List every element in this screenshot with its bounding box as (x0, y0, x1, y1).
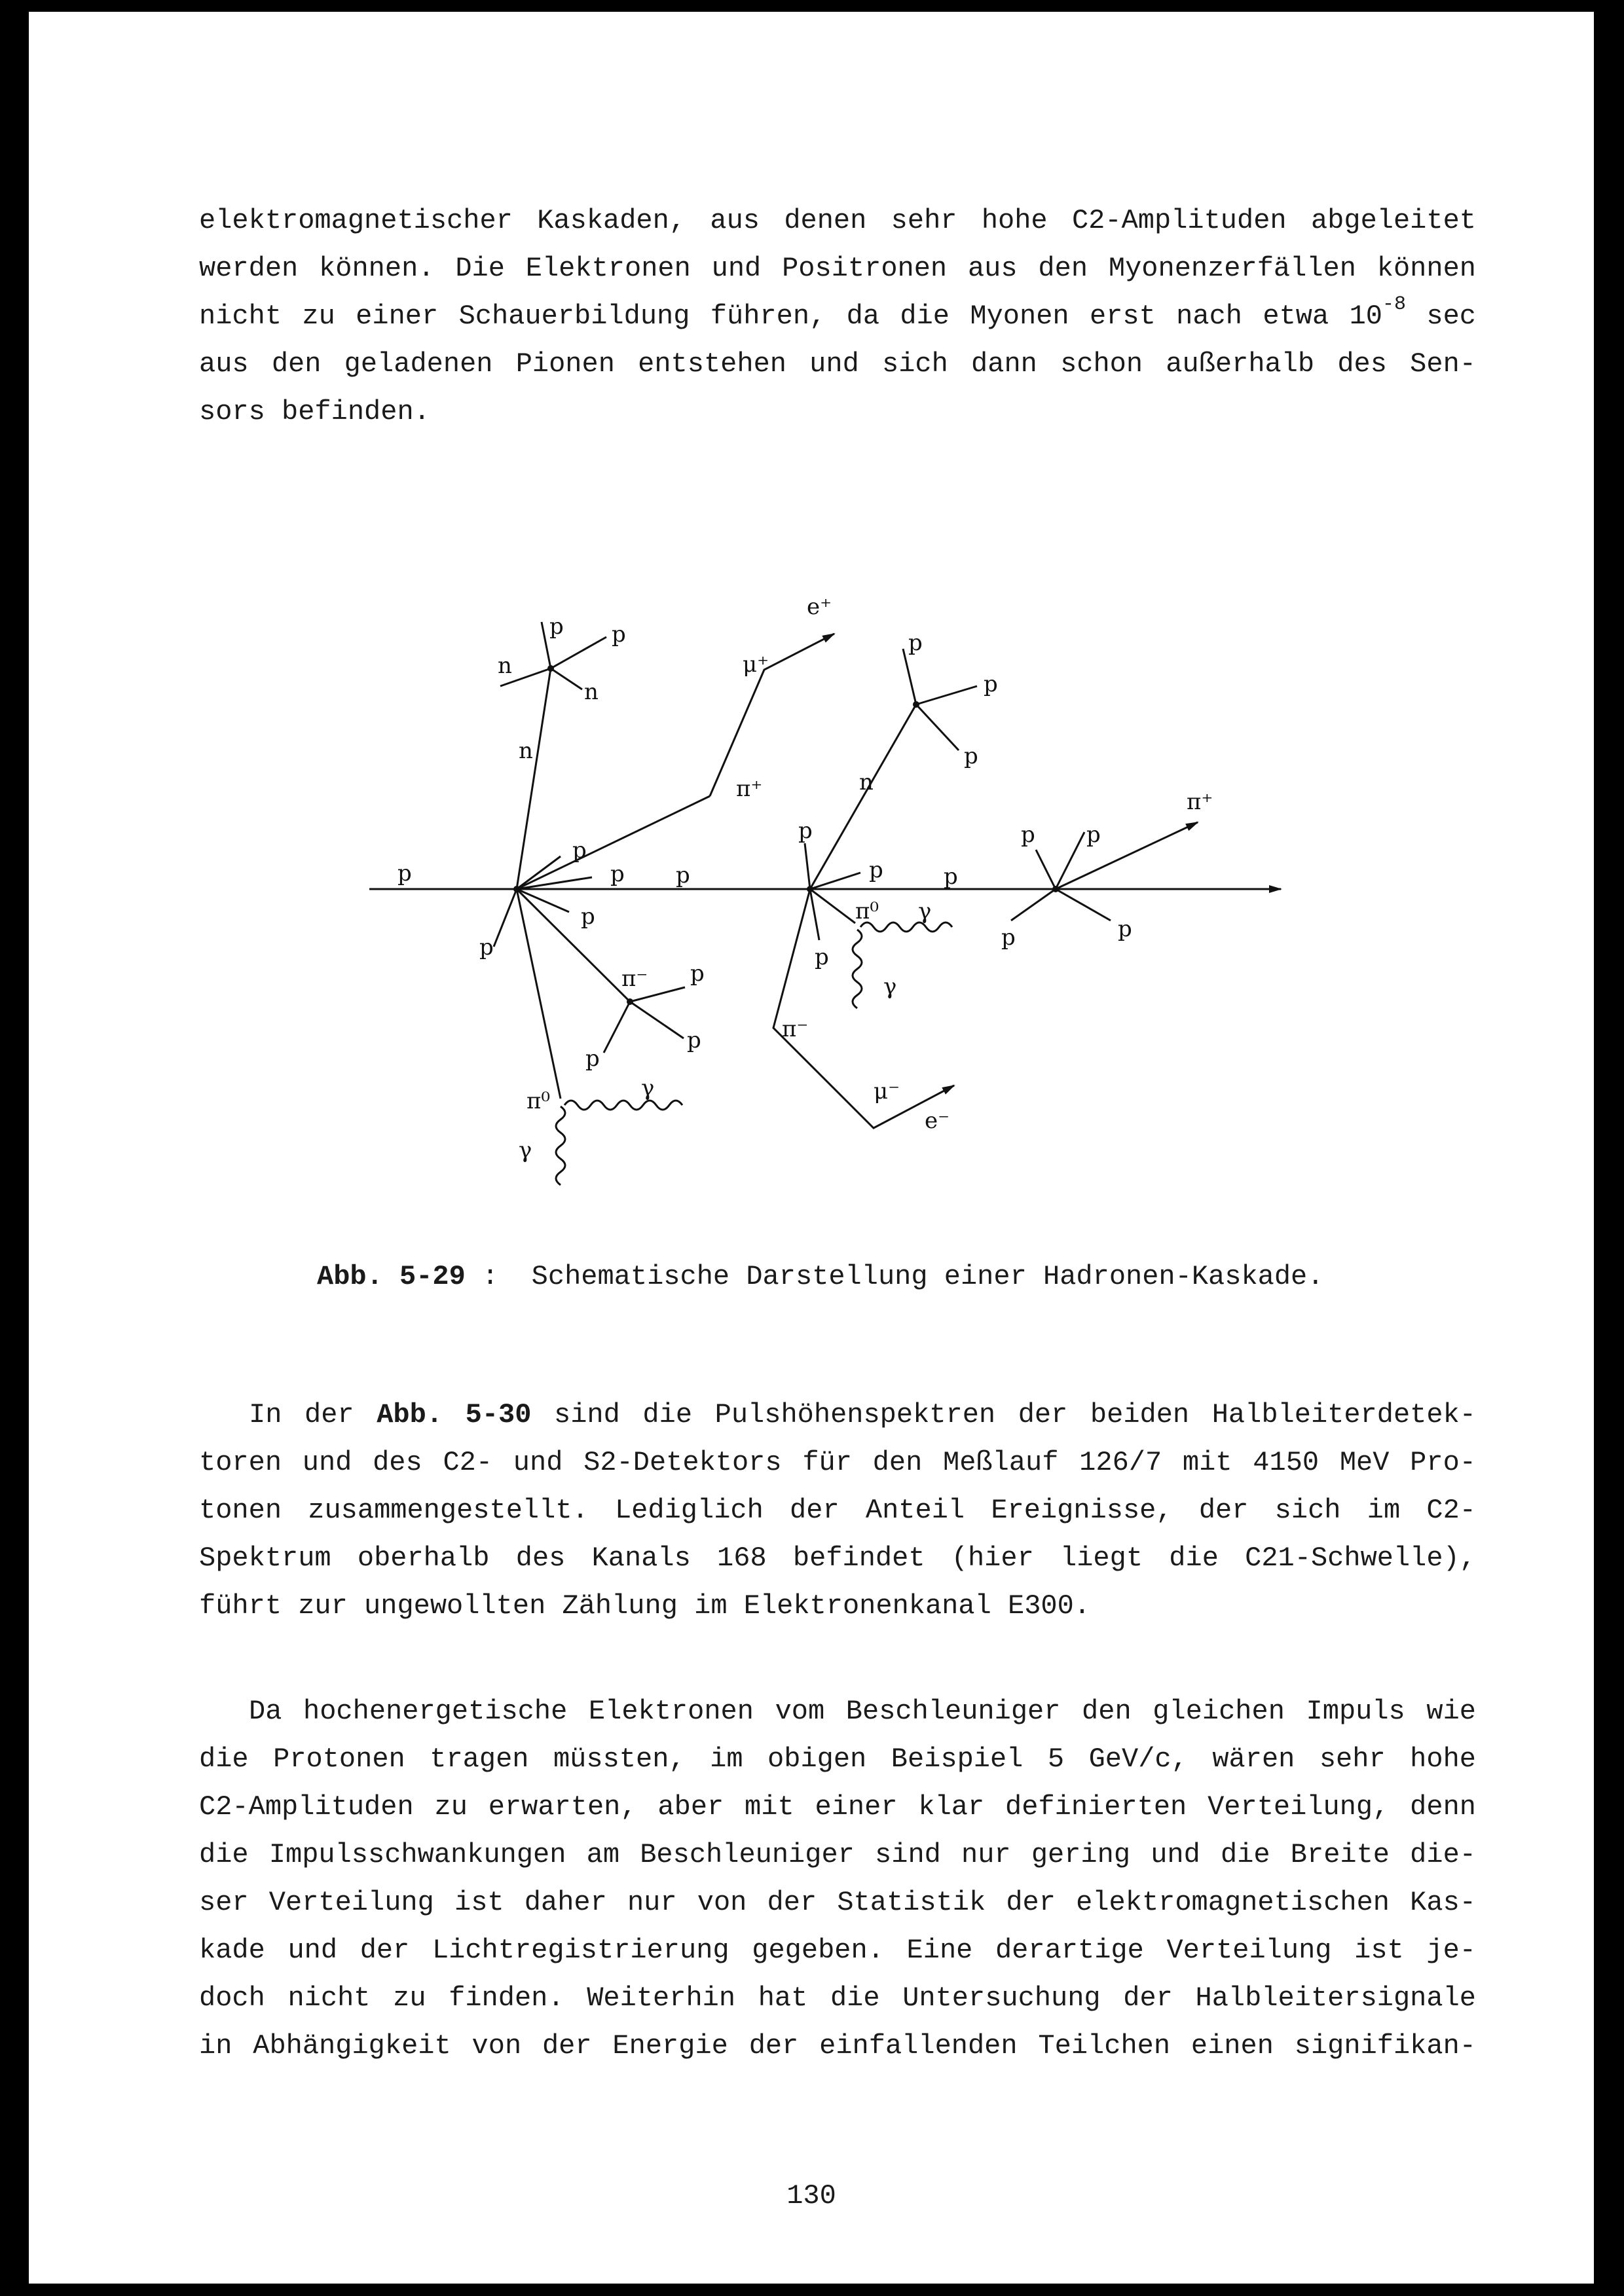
track-pi-mu-e (773, 889, 954, 1128)
text-line: in Abhängigkeit von der Energie der einfallenden Teilchen einen signifikan- (199, 2030, 1476, 2062)
label-p: p (581, 903, 595, 930)
text-line: werden können. Die Elektronen und Positronen aus den Myonenzerfällen können (199, 253, 1476, 284)
text-line: die Protonen tragen müssten, im obigen Beispiel 5 GeV/c, wären sehr hohe (199, 1743, 1476, 1775)
track (1036, 850, 1056, 889)
paragraph-3 (199, 1688, 1476, 2070)
hadron-cascade-diagram (29, 12, 1594, 1256)
label-p: p (690, 960, 705, 987)
caption-separator: : (465, 1261, 532, 1292)
label-pi0: π⁰ (526, 1088, 550, 1114)
label-n: n (498, 653, 512, 679)
label-e-minus: e⁻ (925, 1108, 950, 1134)
gamma-wave (556, 1106, 565, 1185)
track-n (810, 704, 916, 889)
track-pi-plus-2 (1056, 822, 1198, 889)
track-mu-e (710, 634, 834, 796)
track (1056, 832, 1084, 889)
text-line: doch nicht zu finden. Weiterhin hat die Untersuchung der Halbleitersignale (199, 1982, 1476, 2014)
label-n: n (519, 738, 533, 764)
text-line: die Impulsschwankungen am Beschleuniger sind nur gering und die Breite die- (199, 1839, 1476, 1870)
label-pi-minus: π⁻ (621, 966, 648, 992)
label-p: p (479, 934, 494, 960)
text-span: nicht zu einer Schauerbildung führen, da die Myonen erst nach etwa 10 (199, 301, 1382, 332)
label-p: p (612, 621, 626, 647)
gamma-wave (853, 930, 862, 1008)
text-line: aus den geladenen Pionen entstehen und sich dann schon außerhalb des Sen- (199, 348, 1476, 380)
gamma-wave (564, 1101, 682, 1110)
label-p: p (676, 862, 690, 888)
label-p: p (610, 861, 625, 887)
label-mu-minus: μ⁻ (874, 1078, 900, 1104)
label-gamma: γ (519, 1137, 532, 1163)
paragraph-2 (199, 1391, 1476, 1630)
label-p: p (964, 743, 978, 769)
label-pi-plus: π⁺ (1187, 789, 1213, 815)
text-line: toren und des C2- und S2-Detektors für den Meßlauf 126/7 mit 4150 MeV Pro- (199, 1447, 1476, 1478)
track-pi0 (517, 889, 561, 1099)
text-line: C2-Amplituden zu erwarten, aber mit einer klar definierten Verteilung, denn (199, 1791, 1476, 1823)
label-n: n (584, 679, 599, 705)
caption-label: Abb. 5-29 (317, 1261, 466, 1292)
text-line: elektromagnetischer Kaskaden, aus denen sehr hohe C2-Amplituden abgeleitet (199, 205, 1476, 236)
label-gamma: γ (641, 1075, 655, 1101)
text-line: führt zur ungewollten Zählung im Elektronenkanal E300. (199, 1590, 1091, 1622)
track (1011, 889, 1056, 920)
label-pi-plus: π⁺ (736, 776, 763, 802)
label-pi-minus: π⁻ (782, 1016, 809, 1042)
caption-text: Schematische Darstellung einer Hadronen-Kaskade. (531, 1261, 1324, 1292)
text-span: In der (249, 1399, 377, 1430)
label-mu-plus: μ⁺ (743, 651, 769, 678)
label-p: p (687, 1027, 701, 1053)
track (630, 1002, 684, 1038)
text-line (199, 1391, 1476, 1439)
label-p: p (1118, 916, 1132, 942)
label-gamma: γ (918, 898, 932, 924)
text-line: Da hochenergetische Elektronen vom Beschleuniger den gleichen Impuls wie (249, 1696, 1476, 1727)
label-p: p (549, 613, 564, 640)
text-span: sind die Pulshöhenspektren der beiden Halbleiterdetek- (531, 1399, 1476, 1430)
track (916, 704, 959, 750)
text-line: ser Verteilung ist daher nur von der Statistik der elektromagnetischen Kas- (199, 1887, 1476, 1918)
label-p: p (397, 860, 412, 886)
text-line: kade und der Lichtregistrierung gegeben. Eine derartige Verteilung ist je- (199, 1935, 1476, 1966)
track (517, 889, 569, 912)
text-span: sec (1406, 301, 1476, 332)
track (494, 889, 517, 947)
label-p: p (815, 944, 829, 970)
text-line: Spektrum oberhalb des Kanals 168 befindet (hier liegt die C21-Schwelle), (199, 1542, 1476, 1574)
page-number: 130 (786, 2180, 836, 2212)
label-p: p (572, 837, 587, 864)
track (1056, 889, 1111, 920)
track-n (517, 668, 551, 889)
figure-caption (317, 1253, 1430, 1301)
track (805, 843, 810, 889)
track (551, 637, 606, 668)
track (903, 649, 916, 704)
track (916, 686, 977, 704)
figure-reference: Abb. 5-30 (377, 1399, 532, 1430)
label-p: p (585, 1046, 600, 1072)
label-p: p (1021, 822, 1035, 848)
exponent: -8 (1382, 293, 1406, 316)
track-pi-minus (517, 889, 630, 1002)
label-n: n (859, 769, 874, 795)
label-gamma: γ (883, 974, 897, 1000)
label-p: p (1086, 822, 1101, 848)
track (810, 889, 819, 940)
track (551, 668, 582, 689)
document-page (29, 12, 1594, 2284)
label-e-plus: e⁺ (807, 594, 832, 620)
text-line: tonen zusammengestellt. Lediglich der Anteil Ereignisse, der sich im C2- (199, 1495, 1476, 1526)
label-p: p (984, 671, 998, 697)
label-p: p (798, 818, 813, 844)
label-p: p (869, 857, 883, 883)
label-pi0: π⁰ (855, 898, 879, 924)
label-p: p (1001, 924, 1016, 951)
track-pi0 (810, 889, 855, 923)
text-line: sors befinden. (199, 396, 430, 428)
label-p: p (908, 630, 923, 656)
label-p: p (944, 864, 958, 890)
track (604, 1002, 630, 1053)
